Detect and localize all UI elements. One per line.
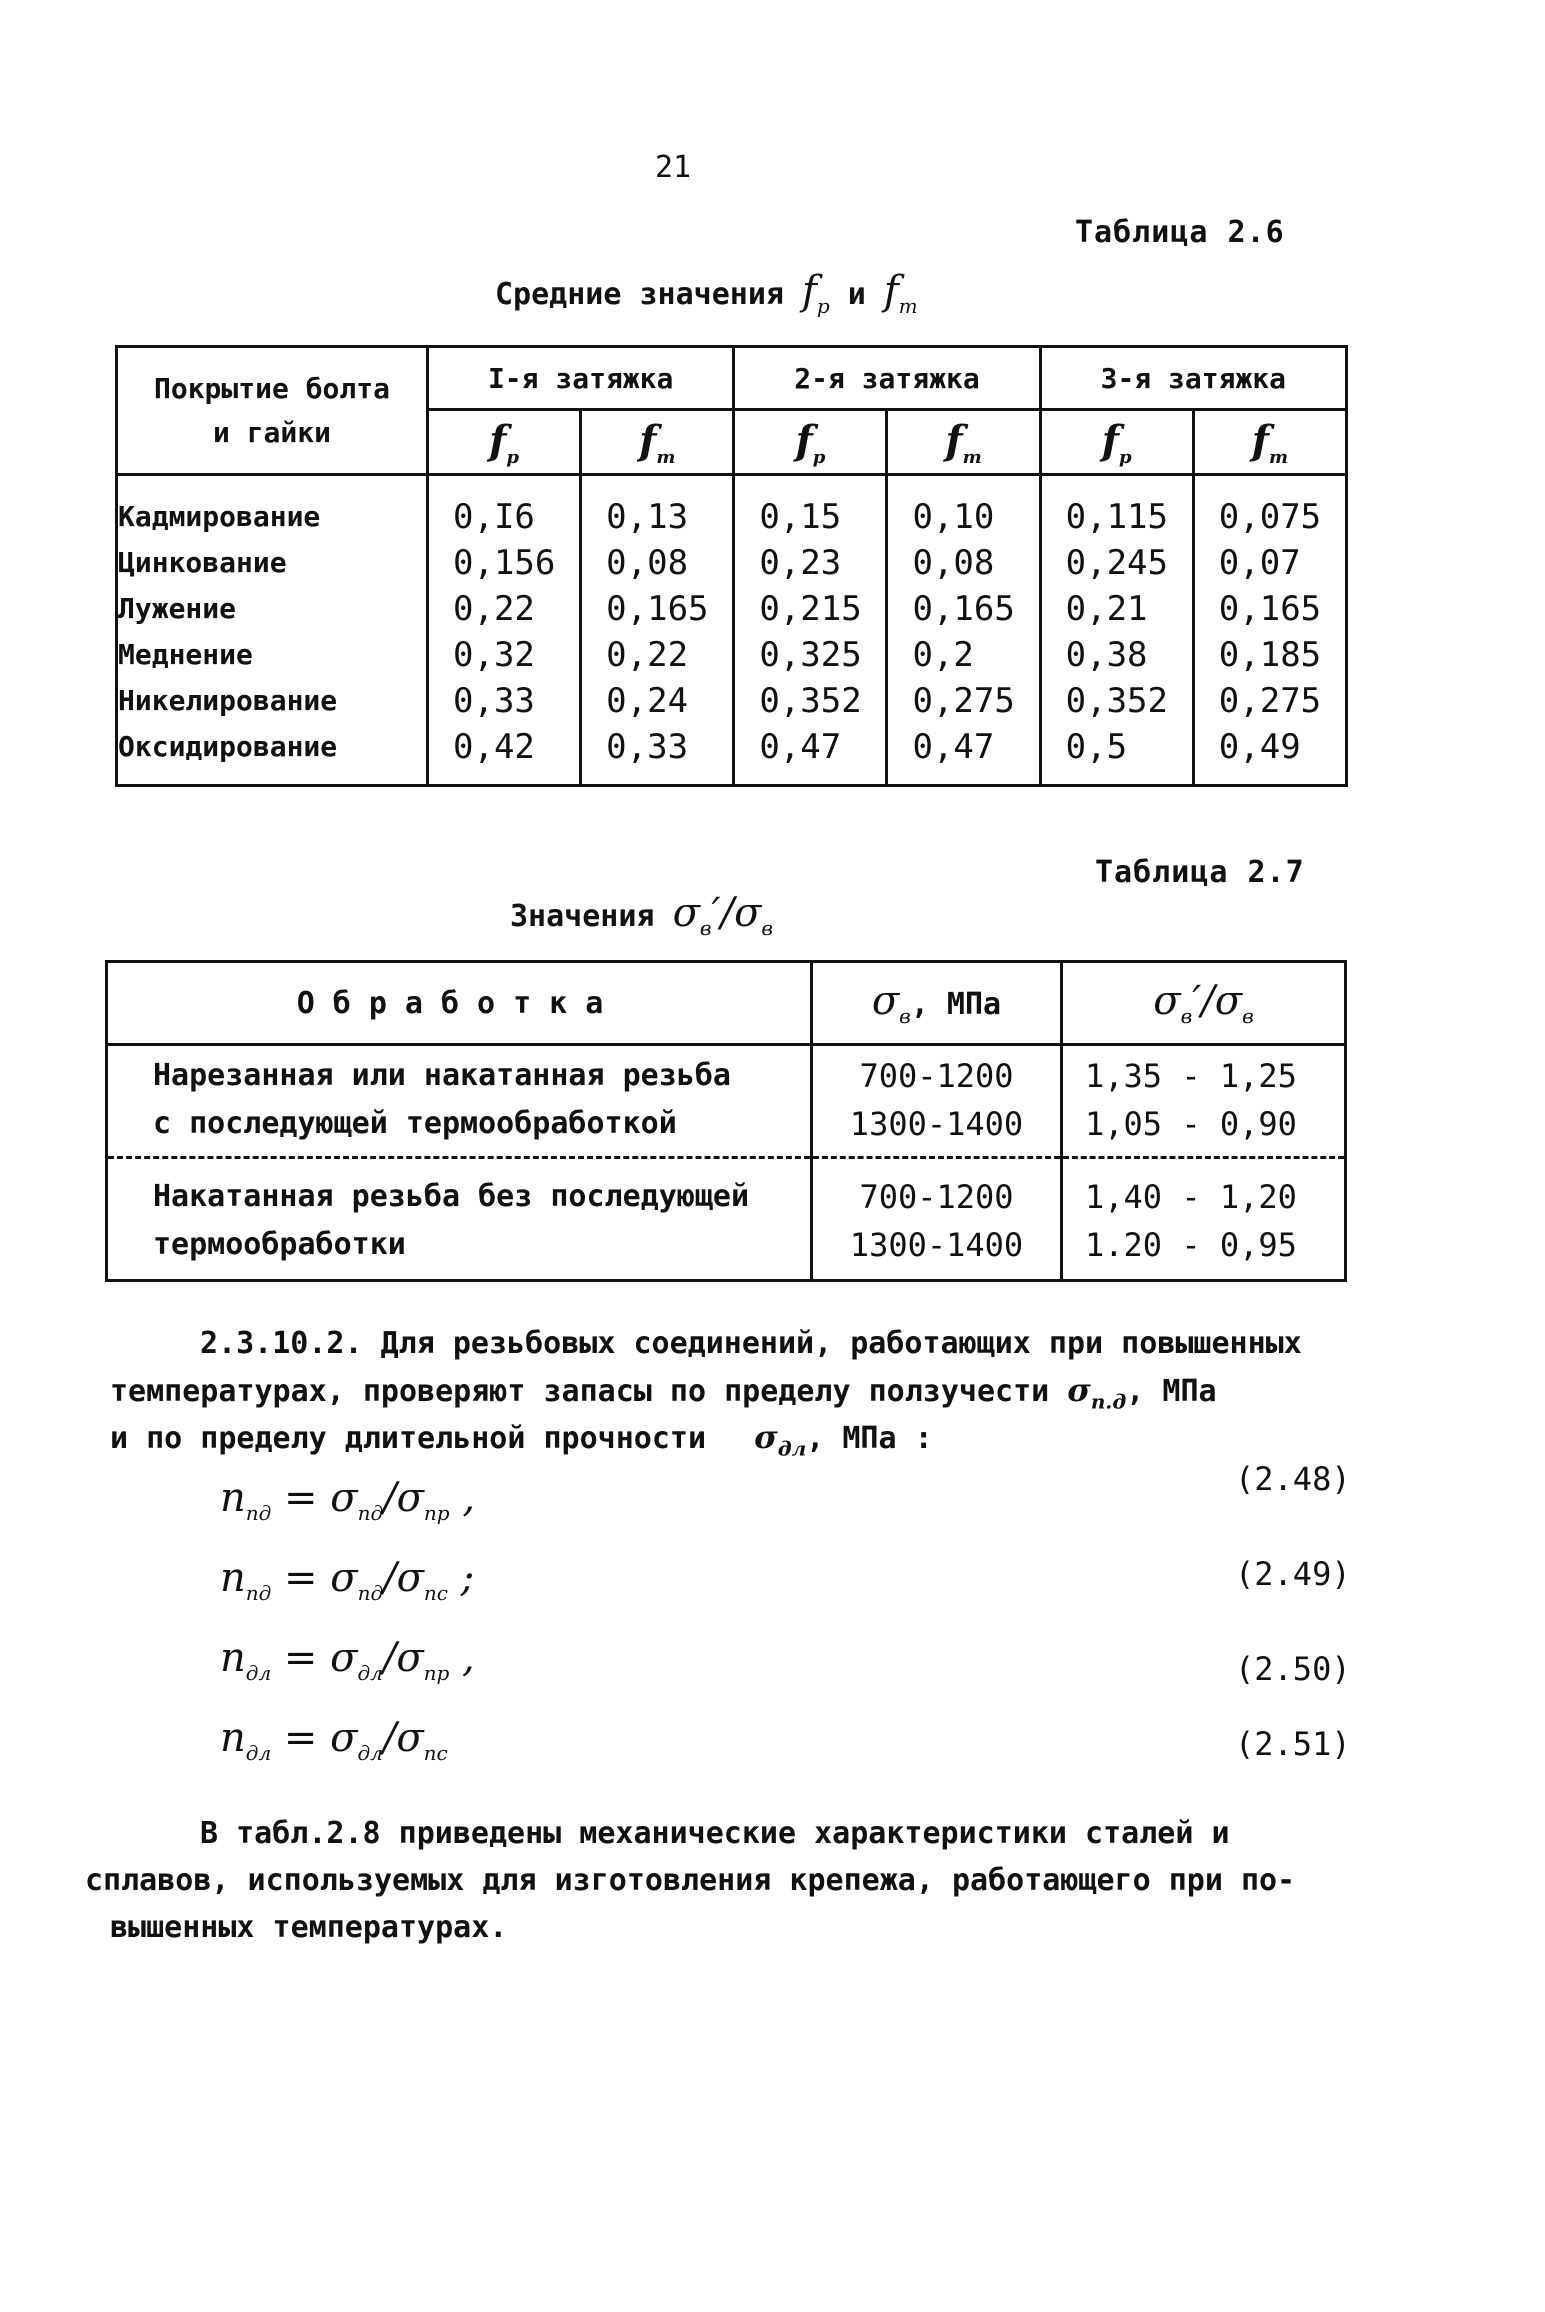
equation-number: (2.51)	[1235, 1725, 1351, 1763]
subheader-fp: $f_р$	[1040, 410, 1193, 475]
sigma-symbol: $\sigma_в$	[871, 978, 911, 1028]
cell: 0,352	[1040, 678, 1193, 724]
group-header-1: I-я затяжка	[428, 347, 734, 410]
cell: 0,49	[1193, 724, 1346, 786]
col-header-sigma	[812, 962, 1062, 1045]
table-row	[117, 724, 1347, 786]
row-name: Меднение	[117, 632, 428, 678]
strength-range	[812, 1045, 1062, 1158]
cell: 0,22	[581, 632, 734, 678]
equation-number: (2.48)	[1235, 1460, 1351, 1498]
cell: 0,47	[734, 724, 887, 786]
cell: 0,42	[428, 724, 581, 786]
cell: 0,13	[581, 475, 734, 541]
cell: 0,156	[428, 540, 581, 586]
cell: 0,47	[887, 724, 1040, 786]
cell: 0,165	[887, 586, 1040, 632]
paragraph-text: температурах, проверяют запасы по пределу ползучести	[110, 1374, 1050, 1409]
cell: 0,275	[1193, 678, 1346, 724]
subheader-fp: $f_р$	[734, 410, 887, 475]
cell: 0,22	[428, 586, 581, 632]
table-2-6-title	[495, 268, 918, 318]
cell: 0,10	[887, 475, 1040, 541]
title-and: и	[847, 277, 866, 312]
row-name: Лужение	[117, 586, 428, 632]
ratio-value: 1,40 - 1,20	[1085, 1178, 1297, 1216]
cell: 0,33	[581, 724, 734, 786]
cell: 0,08	[581, 540, 734, 586]
table-row	[117, 475, 1347, 541]
paragraph-line: 2.3.10.2. Для резьбовых соединений, работающих при повышенных	[200, 1326, 1302, 1361]
table-2-6-title-text: Средние значения	[495, 277, 784, 312]
ratio-value: 1.20 - 0,95	[1085, 1226, 1297, 1264]
ratio-values	[1062, 1045, 1346, 1158]
cell: 0,I6	[428, 475, 581, 541]
cell: 0,21	[1040, 586, 1193, 632]
sigma-creep-symbol: $\sigma_{п.д}$	[1067, 1371, 1127, 1414]
paragraph-text: и по пределу длительной прочности	[110, 1421, 707, 1456]
equation-2-49: $n_{пд} = \sigma_{пд}/\sigma_{пс}$ ;	[220, 1555, 475, 1605]
table-row	[107, 1045, 1346, 1158]
ratio-value: 1,35 - 1,25	[1085, 1057, 1297, 1095]
cell: 0,185	[1193, 632, 1346, 678]
table-row	[117, 586, 1347, 632]
table-row	[117, 678, 1347, 724]
subheader-ft: $f_т$	[1193, 410, 1346, 475]
cell: 0,32	[428, 632, 581, 678]
table-row	[107, 1158, 1346, 1281]
processing-desc	[107, 1158, 812, 1281]
table-2-6-caption: Таблица 2.6	[1075, 215, 1285, 250]
equation-2-50: $n_{дл} = \sigma_{дл}/\sigma_{пр}$ ,	[220, 1635, 475, 1685]
cell: 0,075	[1193, 475, 1346, 541]
corner-line-2: и гайки	[212, 415, 331, 449]
cell: 0,08	[887, 540, 1040, 586]
cell: 0,325	[734, 632, 887, 678]
cell: 0,2	[887, 632, 1040, 678]
paragraph-line: вышенных температурах.	[110, 1910, 508, 1945]
ft-symbol: $f_т$	[883, 268, 918, 318]
subheader-fp: $f_р$	[428, 410, 581, 475]
row-name: Никелирование	[117, 678, 428, 724]
paragraph-unit: , МПа	[1126, 1374, 1217, 1409]
range-value: 700-1200	[859, 1178, 1014, 1216]
subheader-ft: $f_т$	[581, 410, 734, 475]
equation-number: (2.50)	[1235, 1650, 1351, 1688]
table-2-6-corner-header	[117, 347, 428, 475]
cell: 0,24	[581, 678, 734, 724]
page-number: 21	[655, 150, 692, 185]
cell: 0,352	[734, 678, 887, 724]
sigma-longterm-symbol: $\sigma_{дл}$	[754, 1418, 807, 1461]
cell: 0,07	[1193, 540, 1346, 586]
cell: 0,165	[581, 586, 734, 632]
fp-symbol: $f_р$	[802, 268, 830, 318]
table-2-7-title-text: Значения	[510, 899, 655, 934]
cell: 0,165	[1193, 586, 1346, 632]
equation-number: (2.49)	[1235, 1555, 1351, 1593]
equation-2-51: $n_{дл} = \sigma_{дл}/\sigma_{пс}$	[220, 1715, 448, 1765]
ratio-values	[1062, 1158, 1346, 1281]
cell: 0,275	[887, 678, 1040, 724]
paragraph-line	[110, 1414, 933, 1472]
table-2-7-caption: Таблица 2.7	[1095, 855, 1305, 890]
table-2-6	[115, 345, 1348, 787]
paragraph-unit: , МПа :	[806, 1421, 933, 1456]
subheader-ft: $f_т$	[887, 410, 1040, 475]
range-value: 700-1200	[859, 1057, 1014, 1095]
cell: 0,15	[734, 475, 887, 541]
group-header-3: 3-я затяжка	[1040, 347, 1346, 410]
range-value: 1300-1400	[849, 1226, 1024, 1264]
col-header-unit: , МПа	[910, 987, 1002, 1022]
paragraph-line: сплавов, используемых для изготовления крепежа, работающего при по-	[85, 1863, 1296, 1898]
row-name: Цинкование	[117, 540, 428, 586]
group-header-2: 2-я затяжка	[734, 347, 1040, 410]
col-header-ratio	[1062, 962, 1346, 1045]
cell: 0,38	[1040, 632, 1193, 678]
paragraph-line: В табл.2.8 приведены механические характеристики сталей и	[200, 1816, 1230, 1851]
desc-line: термообработки	[153, 1227, 406, 1262]
range-value: 1300-1400	[849, 1105, 1024, 1143]
equation-2-48: $n_{пд} = \sigma_{пд}/\sigma_{пр}$ ,	[220, 1475, 476, 1525]
table-row	[117, 540, 1347, 586]
table-2-7	[105, 960, 1347, 1282]
processing-desc	[107, 1045, 812, 1158]
ratio-value: 1,05 - 0,90	[1085, 1105, 1297, 1143]
cell: 0,5	[1040, 724, 1193, 786]
cell: 0,33	[428, 678, 581, 724]
table-row	[117, 632, 1347, 678]
cell: 0,23	[734, 540, 887, 586]
desc-line: Нарезанная или накатанная резьба	[153, 1058, 731, 1093]
strength-range	[812, 1158, 1062, 1281]
col-header-processing: Обработка	[107, 962, 812, 1045]
cell: 0,115	[1040, 475, 1193, 541]
desc-line: Накатанная резьба без последующей	[153, 1179, 750, 1214]
row-name: Оксидирование	[117, 724, 428, 786]
cell: 0,245	[1040, 540, 1193, 586]
table-2-7-title	[510, 890, 773, 940]
sigma-ratio-symbol: $\sigma_в'/\sigma_в$	[1153, 978, 1254, 1028]
sigma-ratio-symbol: $\sigma_в'/\sigma_в$	[672, 890, 774, 940]
corner-line-1: Покрытие болта	[153, 371, 390, 405]
cell: 0,215	[734, 586, 887, 632]
desc-line: с последующей термообработкой	[153, 1106, 677, 1141]
row-name: Кадмирование	[117, 475, 428, 541]
